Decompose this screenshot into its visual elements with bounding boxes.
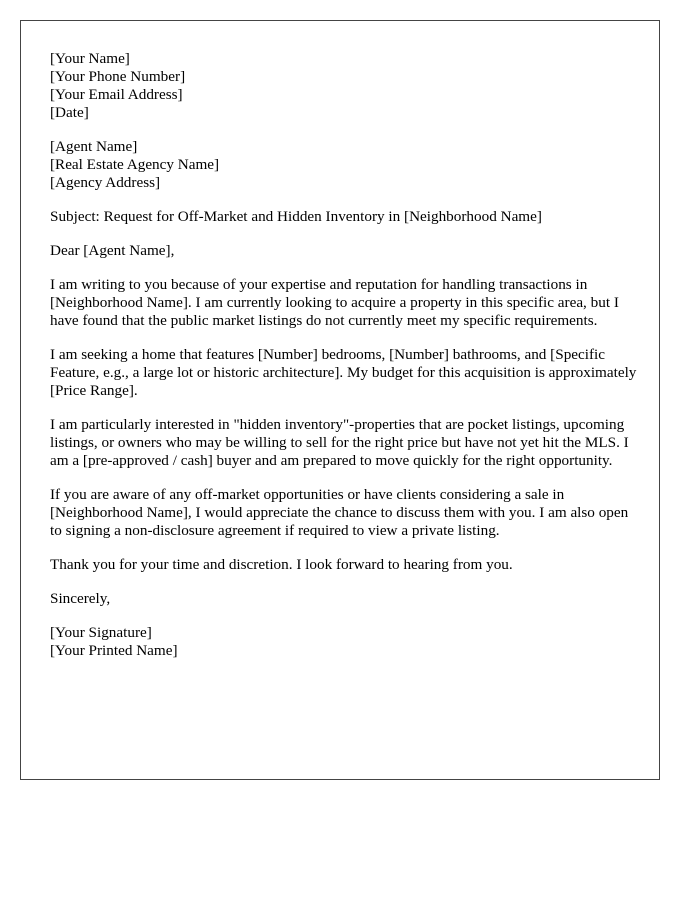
signature-block xyxy=(50,624,640,660)
sender-block xyxy=(50,50,640,122)
letter-body xyxy=(50,50,640,676)
signature-line: [Your Signature] xyxy=(50,624,152,641)
sender-phone: [Your Phone Number] xyxy=(50,68,186,85)
body-paragraph-3: I am particularly interested in "hidden inventory"-properties that are pocket listings, upcoming listings, or owners who may be willing to sell for the right price but have not yet hit the MLS. I am a [pre-approved / cash] buyer and am prepared to move quickly for the right opportunity. xyxy=(50,416,629,469)
printed-name: [Your Printed Name] xyxy=(50,642,178,659)
body-paragraph-1: I am writing to you because of your expertise and reputation for handling transactions in [Neighborhood Name]. I am currently looking to acquire a property in this specific area, but I have found that the public market listings do not currently meet my specific requirements. xyxy=(50,276,619,329)
letter-page xyxy=(20,20,660,780)
letter-date: [Date] xyxy=(50,104,89,121)
recipient-agency-name: [Real Estate Agency Name] xyxy=(50,156,220,173)
salutation: Dear [Agent Name], xyxy=(50,242,175,259)
recipient-agent-name: [Agent Name] xyxy=(50,138,138,155)
body-paragraph-4: If you are aware of any off-market opportunities or have clients considering a sale in [Neighborhood Name], I would appreciate the chance to discuss them with you. I am also open to signing a non-disclosure agreement if required to view a private listing. xyxy=(50,486,629,539)
subject-line: Subject: Request for Off-Market and Hidden Inventory in [Neighborhood Name] xyxy=(50,208,542,225)
body-paragraph-2: I am seeking a home that features [Number] bedrooms, [Number] bathrooms, and [Specific Feature, e.g., a large lot or historic architecture]. My budget for this acquisition is approximately [Price Range]. xyxy=(50,346,637,399)
body-paragraph-5: Thank you for your time and discretion. I look forward to hearing from you. xyxy=(50,556,513,573)
closing: Sincerely, xyxy=(50,590,111,607)
recipient-block xyxy=(50,138,640,192)
recipient-agency-address: [Agency Address] xyxy=(50,174,161,191)
sender-email: [Your Email Address] xyxy=(50,86,183,103)
sender-name: [Your Name] xyxy=(50,50,130,67)
